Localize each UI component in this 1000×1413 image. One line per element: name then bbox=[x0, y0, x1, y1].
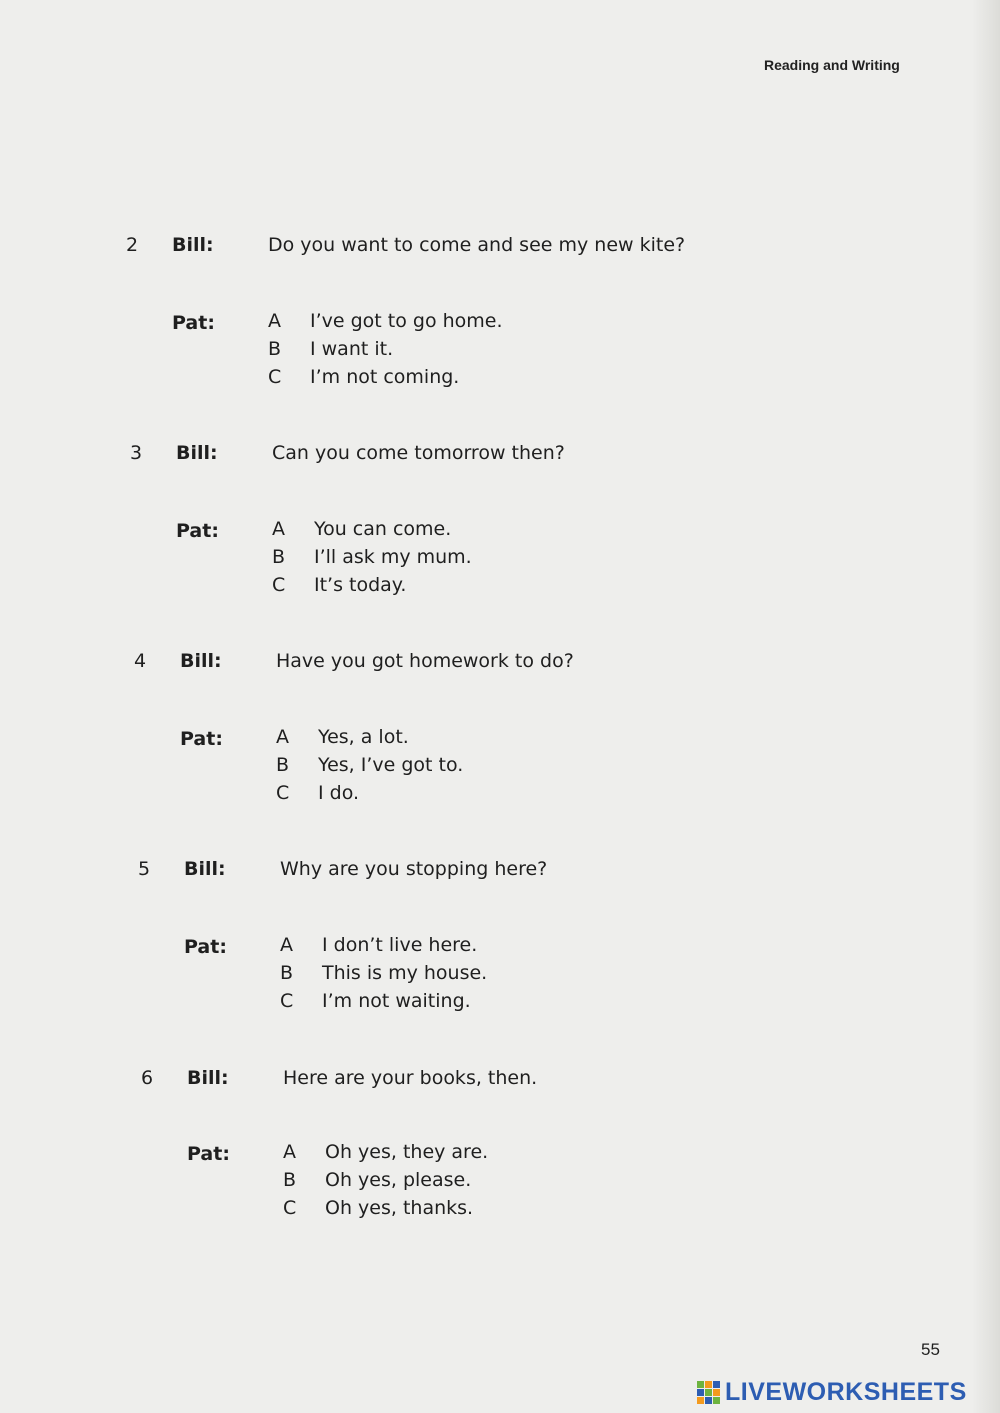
speaker-bill: Bill: bbox=[180, 650, 222, 672]
logo-text: LIVEWORKSHEETS bbox=[725, 1377, 967, 1406]
option-a[interactable]: A You can come. bbox=[272, 518, 452, 540]
option-a[interactable]: A I don’t live here. bbox=[280, 934, 478, 956]
option-c[interactable]: C It’s today. bbox=[272, 574, 407, 596]
speaker-pat: Pat: bbox=[184, 936, 227, 958]
prompt-text: Do you want to come and see my new kite? bbox=[268, 234, 686, 256]
option-a[interactable]: A I’ve got to go home. bbox=[268, 310, 503, 332]
speaker-pat: Pat: bbox=[180, 728, 223, 750]
prompt-text: Have you got homework to do? bbox=[276, 650, 574, 672]
question-number: 3 bbox=[130, 442, 143, 464]
option-b[interactable]: B Oh yes, please. bbox=[283, 1169, 472, 1191]
liveworksheets-logo-icon bbox=[697, 1381, 720, 1404]
question-number: 5 bbox=[138, 858, 151, 880]
speaker-bill: Bill: bbox=[187, 1067, 229, 1089]
option-c[interactable]: C I’m not coming. bbox=[268, 366, 460, 388]
page-number: 55 bbox=[921, 1340, 940, 1359]
prompt-text: Can you come tomorrow then? bbox=[272, 442, 565, 464]
option-a[interactable]: A Oh yes, they are. bbox=[283, 1141, 489, 1163]
speaker-pat: Pat: bbox=[176, 520, 219, 542]
speaker-bill: Bill: bbox=[172, 234, 214, 256]
speaker-bill: Bill: bbox=[184, 858, 226, 880]
speaker-bill: Bill: bbox=[176, 442, 218, 464]
option-c[interactable]: C Oh yes, thanks. bbox=[283, 1197, 474, 1219]
question-number: 6 bbox=[141, 1067, 154, 1089]
speaker-pat: Pat: bbox=[187, 1143, 230, 1165]
prompt-text: Why are you stopping here? bbox=[280, 858, 548, 880]
option-a[interactable]: A Yes, a lot. bbox=[276, 726, 409, 748]
speaker-pat: Pat: bbox=[172, 312, 215, 334]
page-edge bbox=[972, 0, 1000, 1413]
option-b[interactable]: B Yes, I’ve got to. bbox=[276, 754, 464, 776]
option-c[interactable]: C I’m not waiting. bbox=[280, 990, 471, 1012]
option-b[interactable]: B I’ll ask my mum. bbox=[272, 546, 472, 568]
question-number: 2 bbox=[126, 234, 139, 256]
prompt-text: Here are your books, then. bbox=[283, 1067, 538, 1089]
option-b[interactable]: B This is my house. bbox=[280, 962, 488, 984]
liveworksheets-logo[interactable] bbox=[697, 1378, 967, 1406]
option-c[interactable]: C I do. bbox=[276, 782, 360, 804]
option-b[interactable]: B I want it. bbox=[268, 338, 394, 360]
question-number: 4 bbox=[134, 650, 147, 672]
page-header: Reading and Writing bbox=[764, 57, 900, 73]
